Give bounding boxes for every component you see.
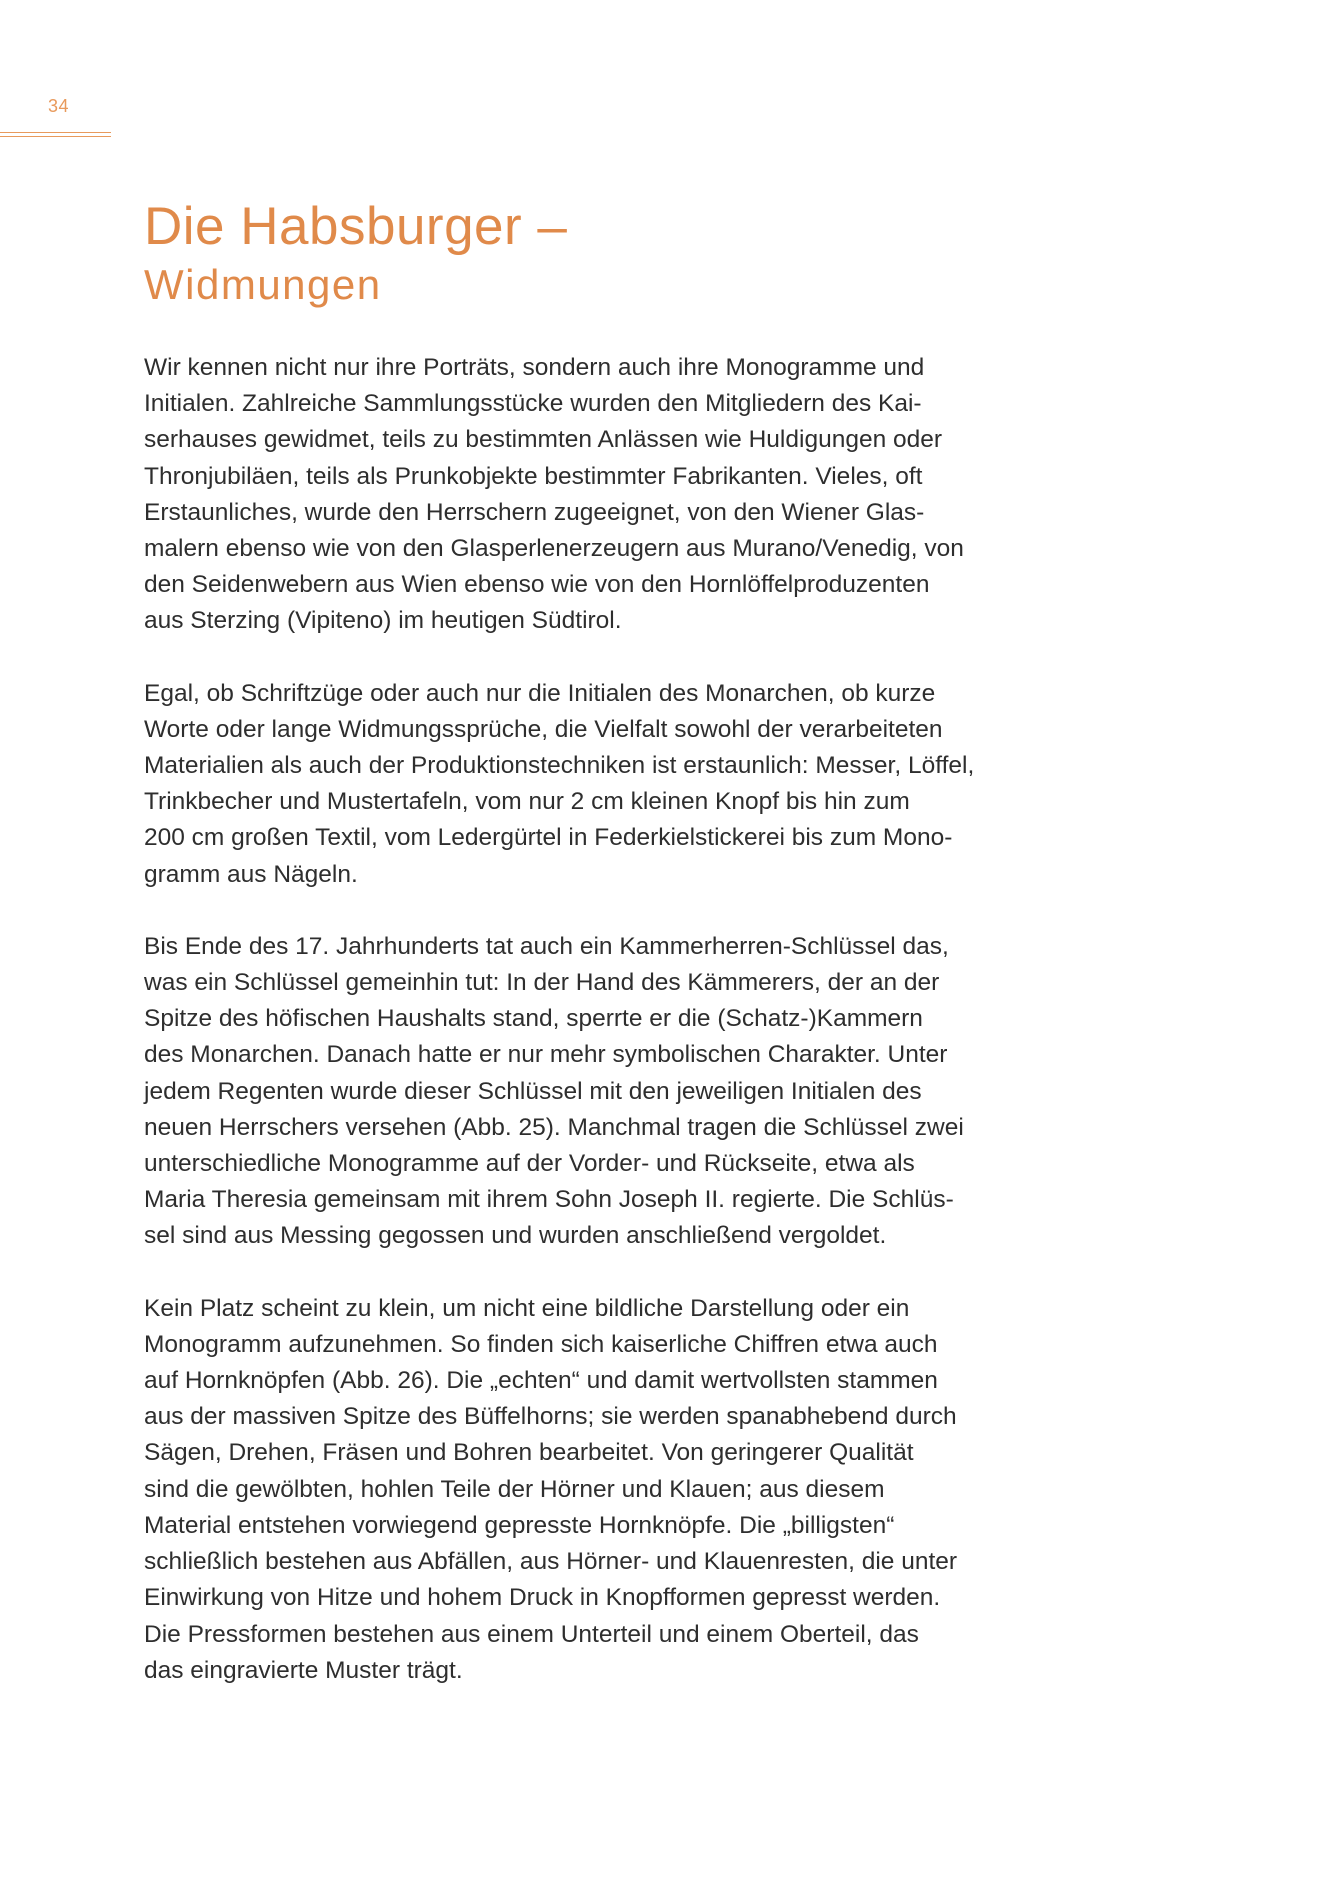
paragraph-4 <box>144 1291 1044 1689</box>
text-line: was ein Schlüssel gemeinhin tut: In der Hand des Kämmerers, der an der <box>144 969 940 997</box>
text-line: aus der massiven Spitze des Büffelhorns; sie werden spanabhebend durch <box>144 1403 957 1431</box>
paragraph-3 <box>144 929 1044 1255</box>
text-line: Worte oder lange Widmungssprüche, die Vielfalt sowohl der verarbeiteten <box>144 715 943 743</box>
text-line: Bis Ende des 17. Jahrhunderts tat auch ein Kammerherren-Schlüssel das, <box>144 932 949 960</box>
text-line: Sägen, Drehen, Fräsen und Bohren bearbeitet. Von geringerer Qualität <box>144 1439 914 1467</box>
text-line: sind die gewölbten, hohlen Teile der Hörner und Klauen; aus diesem <box>144 1475 885 1503</box>
text-line: unterschiedliche Monogramme auf der Vorder- und Rückseite, etwa als <box>144 1150 915 1178</box>
text-line: serhauses gewidmet, teils zu bestimmten Anlässen wie Huldigungen oder <box>144 426 943 454</box>
text-line: neuen Herrschers versehen (Abb. 25). Manchmal tragen die Schlüssel zwei <box>144 1113 964 1141</box>
text-line: schließlich bestehen aus Abfällen, aus Hörner- und Klauenresten, die unter <box>144 1548 958 1576</box>
section-heading <box>144 196 1144 312</box>
text-line: sel sind aus Messing gegossen und wurden anschließend vergoldet. <box>144 1222 887 1250</box>
text-line: des Monarchen. Danach hatte er nur mehr symbolischen Charakter. Unter <box>144 1041 948 1069</box>
text-line: Einwirkung von Hitze und hohem Druck in Knopfformen gepresst werden. <box>144 1584 941 1612</box>
text-line: Trinkbecher und Mustertafeln, vom nur 2 cm kleinen Knopf bis hin zum <box>144 788 910 816</box>
text-line: Monogramm aufzunehmen. So finden sich kaiserliche Chiffren etwa auch <box>144 1330 938 1358</box>
page-rule-secondary <box>0 136 111 137</box>
text-line: jedem Regenten wurde dieser Schlüssel mit den jeweiligen Initialen des <box>144 1077 922 1105</box>
page-number: 34 <box>48 96 70 116</box>
page-title: Die Habsburger – <box>144 197 568 256</box>
text-line: Kein Platz scheint zu klein, um nicht eine bildliche Darstellung oder ein <box>144 1294 910 1322</box>
text-line: Die Pressformen bestehen aus einem Unterteil und einem Oberteil, das <box>144 1620 919 1648</box>
text-line: Thronjubiläen, teils als Prunkobjekte bestimmter Fabrikanten. Vieles, oft <box>144 462 923 490</box>
text-line: das eingravierte Muster trägt. <box>144 1656 463 1684</box>
page-subtitle: Widmungen <box>144 261 382 308</box>
paragraph-2 <box>144 676 1044 893</box>
text-line: Erstaunliches, wurde den Herrschern zugeeignet, von den Wiener Glas- <box>144 498 925 526</box>
text-line: malern ebenso wie von den Glasperlenerzeugern aus Murano/Venedig, von <box>144 535 964 563</box>
page-rule <box>0 132 111 133</box>
text-line: Maria Theresia gemeinsam mit ihrem Sohn Joseph II. regierte. Die Schlüs- <box>144 1186 954 1214</box>
text-line: den Seidenwebern aus Wien ebenso wie von den Hornlöffelproduzenten <box>144 571 930 599</box>
text-line: Wir kennen nicht nur ihre Porträts, sondern auch ihre Monogramme und <box>144 354 925 381</box>
text-line: aus Sterzing (Vipiteno) im heutigen Südtirol. <box>144 607 622 635</box>
text-line: Spitze des höfischen Haushalts stand, sperrte er die (Schatz-)Kammern <box>144 1005 923 1033</box>
text-line: Initialen. Zahlreiche Sammlungsstücke wurden den Mitgliedern des Kai- <box>144 390 922 418</box>
text-line: Materialien als auch der Produktionstechniken ist erstaunlich: Messer, Löffel, <box>144 752 975 780</box>
text-line: Egal, ob Schriftzüge oder auch nur die Initialen des Monarchen, ob kurze <box>144 679 936 707</box>
body-text <box>144 350 1044 1725</box>
paragraph-1 <box>144 350 1044 640</box>
text-line: Material entstehen vorwiegend gepresste Hornknöpfe. Die „billigsten“ <box>144 1511 895 1539</box>
text-line: gramm aus Nägeln. <box>144 860 358 888</box>
text-line: auf Hornknöpfen (Abb. 26). Die „echten“ und damit wertvollsten stammen <box>144 1367 938 1395</box>
text-line: 200 cm großen Textil, vom Ledergürtel in Federkielstickerei bis zum Mono- <box>144 824 953 852</box>
